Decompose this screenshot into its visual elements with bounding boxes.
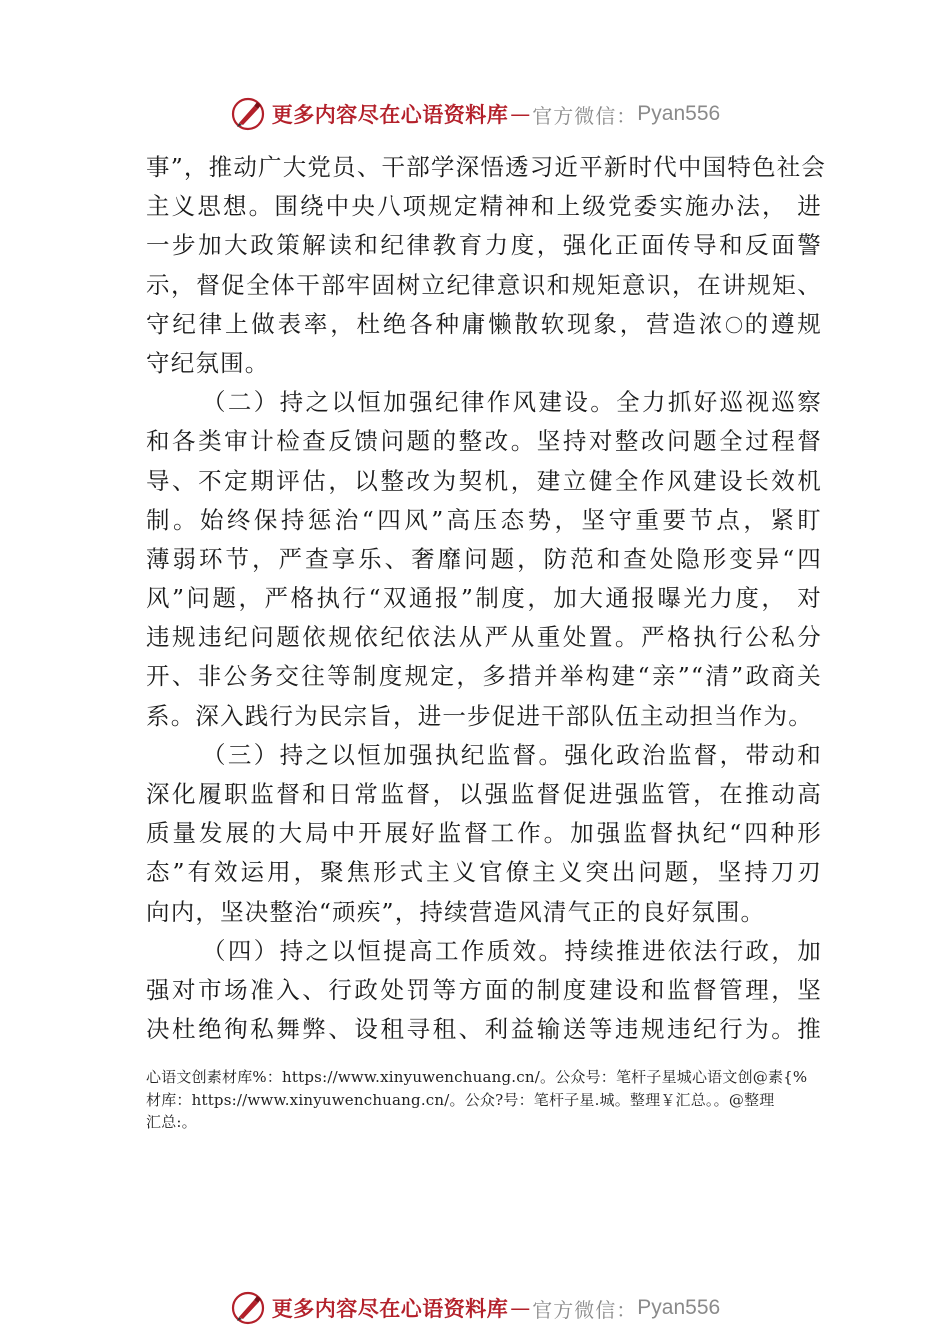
text-line: 向内，坚决整治“顽疾”，持续营造风清气正的良好氛围。 bbox=[146, 897, 766, 926]
banner-site-name: 更多内容尽在心语资料库 bbox=[271, 102, 509, 127]
footer-banner bbox=[0, 1286, 950, 1330]
banner-wechat-id: Pyan556 bbox=[637, 102, 721, 125]
text-line: 强对市场准入、行政处罚等方面的制度建设和监督管理，坚 bbox=[146, 975, 822, 1004]
footer-note bbox=[146, 1066, 846, 1134]
text-line: 违规违纪问题依规依纪依法从严从重处置。严格执行公私分 bbox=[146, 623, 822, 652]
document-body bbox=[146, 148, 827, 1049]
text-line: 深化履职监督和日常监督，以强监督促进强监管，在推动高 bbox=[146, 780, 822, 808]
banner-dash: — bbox=[510, 102, 531, 126]
text-line: 态”有效运用，聚焦形式主义官僚主义突出问题，坚持刀刃 bbox=[146, 858, 822, 887]
text-line: 主义思想。围绕中央八项规定精神和上级党委实施办法， 进 bbox=[146, 192, 822, 221]
pen-logo-icon bbox=[230, 96, 266, 132]
section-heading-line: （四）持之以恒提高工作质效。持续推进依法行政，加 bbox=[202, 936, 822, 965]
garbled-glyph: 〇 bbox=[725, 315, 745, 337]
banner-site-name: 更多内容尽在心语资料库 bbox=[271, 1296, 509, 1321]
text-line: 事”，推动广大党员、干部学深悟透习近平新时代中国特色社会 bbox=[146, 153, 827, 181]
header-banner bbox=[0, 92, 950, 136]
footer-line: 材库：https://www.xinyuwenchuang.cn/。公众?号：笔杆子星.城。整理￥汇总。。@整理 bbox=[146, 1090, 775, 1109]
banner-wechat-label: 官方微信： bbox=[532, 103, 638, 128]
pen-logo-icon bbox=[230, 1290, 266, 1326]
text-line: 一步加大政策解读和纪律教育力度，强化正面传导和反面警 bbox=[146, 231, 822, 260]
banner-wechat-label: 官方微信： bbox=[532, 1297, 638, 1322]
section-heading-line: （三）持之以恒加强执纪监督。强化政治监督，带动和 bbox=[202, 740, 822, 769]
banner-wechat-id: Pyan556 bbox=[637, 1296, 721, 1319]
text-line: 制。始终保持惩治“四风”高压态势，坚守重要节点，紧盯 bbox=[146, 505, 822, 534]
text-line: 系。深入践行为民宗旨，进一步促进干部队伍主动担当作为。 bbox=[146, 701, 813, 730]
text-line: 决杜绝徇私舞弊、设租寻租、利益输送等违规违纪行为。推 bbox=[146, 1015, 822, 1044]
text-line: 开、非公务交往等制度规定，多措并举构建“亲”“清”政商关 bbox=[146, 662, 822, 691]
text-line: 质量发展的大局中开展好监督工作。加强监督执纪“四种形 bbox=[146, 819, 822, 848]
text-line: 导、不定期评估，以整改为契机，建立健全作风建设长效机 bbox=[146, 466, 822, 495]
text-line: 风”问题，严格执行“双通报”制度，加大通报曝光力度， 对 bbox=[146, 584, 822, 613]
text-line: 守纪氛围。 bbox=[146, 348, 270, 377]
text-line-part: 守纪律上做表率，杜绝各种庸懒散软现象，营造浓 bbox=[146, 309, 726, 338]
footer-line: 汇总:。 bbox=[146, 1113, 197, 1131]
text-line-part: 的遵规 bbox=[744, 309, 822, 338]
section-heading-line: （二）持之以恒加强纪律作风建设。全力抓好巡视巡察 bbox=[202, 388, 822, 417]
banner-dash: — bbox=[510, 1296, 531, 1320]
footer-line: 心语文创素材库%：https://www.xinyuwenchuang.cn/。公众号：笔杆子星城心语文创@素{% bbox=[146, 1068, 808, 1086]
text-line: 和各类审计检查反馈问题的整改。坚持对整改问题全过程督 bbox=[146, 427, 822, 456]
text-line bbox=[146, 305, 822, 344]
text-line: 薄弱环节，严查享乐、奢靡问题，防范和查处隐形变异“四 bbox=[146, 544, 822, 573]
text-line: 示，督促全体干部牢固树立纪律意识和规矩意识，在讲规矩、 bbox=[146, 270, 822, 299]
